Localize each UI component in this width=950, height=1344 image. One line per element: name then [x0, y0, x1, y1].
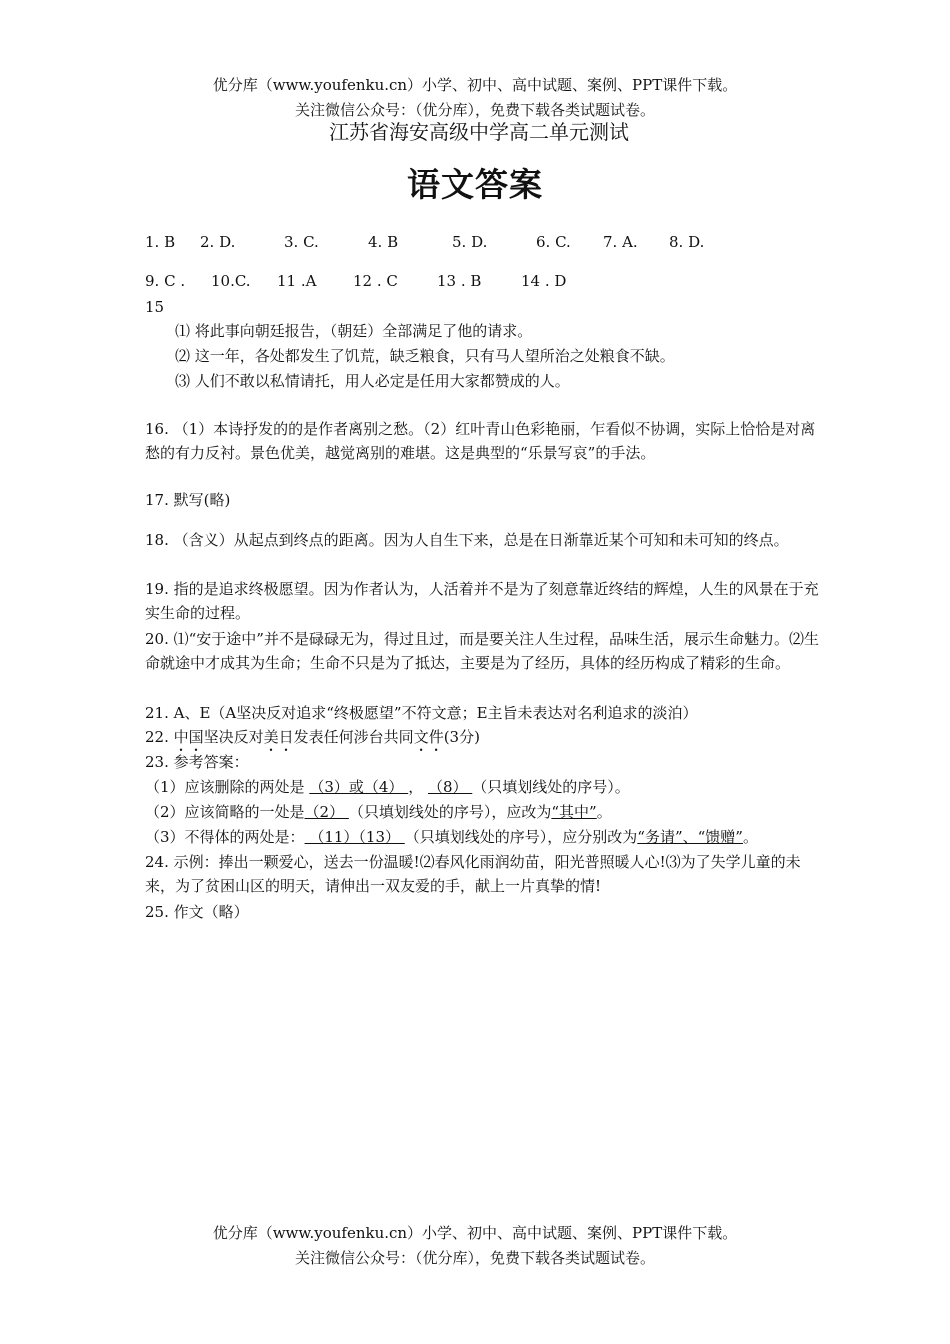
answer-10: 10.C. — [211, 272, 251, 290]
answer-3: 3. C. — [284, 233, 319, 251]
q23-l2-text-c: 。 — [596, 803, 612, 821]
school-heading: 江苏省海安高级中学高二单元测试 — [329, 120, 629, 144]
header-line-1: 优分库（www.youfenku.cn）小学、初中、高中试题、案例、PPT课件下载。 — [212, 76, 738, 94]
q18-answer: 18. （含义）从起点到终点的距离。因为人自生下来，总是在日渐靠近某个可知和未可知的终点。 — [145, 531, 789, 549]
q23-line-2 — [145, 800, 825, 824]
q15-item-1: ⑴ 将此事向朝廷报告，（朝廷）全部满足了他的请求。 — [175, 322, 533, 340]
q23-l1-text-a: （1）应该删除的两处是 — [145, 778, 310, 796]
q22-score: (3分) — [443, 728, 480, 746]
q23-heading: 23. 参考答案： — [145, 753, 249, 771]
q23-l3-text-c: 。 — [742, 828, 758, 846]
q23-l2-text-b: （只填划线处的序号），应改为 — [348, 803, 552, 821]
q25-answer: 25. 作文（略） — [145, 903, 249, 921]
q23-l1-underline-1: （3）或（4） — [309, 778, 409, 796]
answer-5: 5. D. — [452, 233, 488, 251]
q23-l3-text-b: （只填划线处的序号），应分别改为 — [404, 828, 638, 846]
q22-emphasis-3: 文件 — [413, 728, 444, 746]
answer-1: 1. B — [145, 233, 176, 251]
header-line-2: 关注微信公众号：（优分库），免费下载各类试题试卷。 — [294, 101, 655, 119]
q15-item-3: ⑶ 人们不敢以私情请托，用人必定是任用大家都赞成的人。 — [175, 372, 570, 390]
answer-11: 11 .A — [277, 272, 317, 290]
q22-part-4: 发表任何涉台共同 — [293, 728, 414, 746]
answer-8: 8. D. — [669, 233, 705, 251]
answer-13: 13 . B — [437, 272, 482, 290]
answer-4: 4. B — [368, 233, 399, 251]
footer-line-2: 关注微信公众号：（优分库），免费下载各类试题试卷。 — [294, 1249, 655, 1267]
answer-14: 14 . D — [521, 272, 567, 290]
q15-item-2: ⑵ 这一年，各处都发生了饥荒，缺乏粮食，只有马人望所治之处粮食不缺。 — [175, 347, 675, 365]
q22-part-2: 坚决反对 — [203, 728, 264, 746]
q23-line-3 — [145, 825, 825, 849]
q22-emphasis-2: 美日 — [263, 728, 294, 746]
q23-l3-text-a: （3）不得体的两处是： — [145, 828, 305, 846]
q23-l1-underline-2: （8） — [427, 778, 473, 796]
answers-row-1 — [145, 230, 825, 254]
footer-line-1: 优分库（www.youfenku.cn）小学、初中、高中试题、案例、PPT课件下载。 — [212, 1224, 738, 1242]
q23-l2-text-a: （2）应该简略的一处是 — [145, 803, 305, 821]
q22-prefix: 22. — [145, 728, 174, 746]
answer-12: 12 . C — [353, 272, 398, 290]
q23-l3-underline-1: （11）（13） — [304, 828, 405, 846]
answer-6: 6. C. — [536, 233, 571, 251]
page-title: 语文答案 — [407, 165, 543, 204]
q23-l2-underline-1: （2） — [304, 803, 349, 821]
q20-answer: 20. ⑴“安于途中”并不是碌碌无为，得过且过，而是要关注人生过程，品味生活，展示生命魅力。⑵生命就途中才成其为生命；生命不只是为了抵达，主要是为了经历，具体的经历构成了精彩的生命。 — [145, 630, 819, 672]
q24-answer: 24. 示例：捧出一颗爱心，送去一份温暖!⑵春风化雨润幼苗，阳光普照暖人心!⑶为了失学儿童的未来，为了贫困山区的明天，请伸出一双友爱的手，献上一片真挚的情! — [145, 853, 801, 895]
q21-answer: 21. A、E（A坚决反对追求“终极愿望”不符文意；E主旨未表达对名利追求的淡泊） — [145, 704, 698, 722]
q19-answer: 19. 指的是追求终极愿望。因为作者认为，人活着并不是为了刻意靠近终结的辉煌，人生的风景在于充实生命的过程。 — [145, 580, 819, 622]
answer-9: 9. C . — [145, 272, 186, 290]
q23-l1-text-b: ， — [408, 778, 428, 796]
answer-2: 2. D. — [200, 233, 236, 251]
q16-answer: 16. （1）本诗抒发的的是作者离别之愁。（2）红叶青山色彩艳丽，乍看似不协调，实际上恰恰是对离愁的有力反衬。景色优美，越觉离别的难堪。这是典型的“乐景写哀”的手法。 — [145, 420, 816, 462]
q23-l2-underline-2: “其中” — [551, 803, 597, 821]
q15-number: 15 — [145, 298, 165, 316]
answer-7: 7. A. — [603, 233, 638, 251]
q22-emphasis-1: 中国 — [173, 728, 204, 746]
answers-row-2 — [145, 269, 825, 293]
q23-l3-underline-2: “务请”、“馈赠” — [637, 828, 743, 846]
q23-line-1 — [145, 775, 825, 799]
q17-answer: 17. 默写(略) — [145, 491, 231, 509]
q23-l1-text-c: （只填划线处的序号）。 — [472, 778, 630, 796]
